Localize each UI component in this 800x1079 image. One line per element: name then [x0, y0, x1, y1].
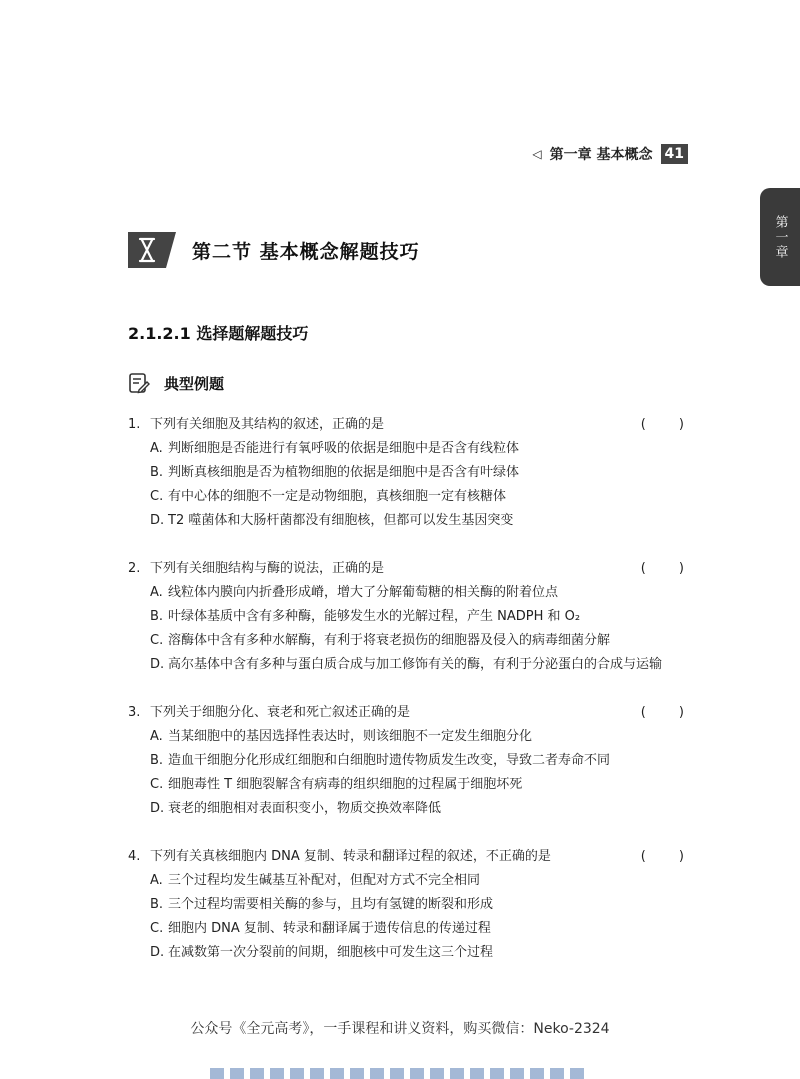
option-text: 溶酶体中含有多种水解酶，有利于将衰老损伤的细胞器及侵入的病毒细菌分解: [168, 633, 611, 648]
option-text: 判断真核细胞是否为植物细胞的依据是细胞中是否含有叶绿体: [168, 465, 520, 480]
option-b: [150, 896, 688, 914]
option-text: 有中心体的细胞不一定是动物细胞，真核细胞一定有核糖体: [168, 489, 507, 504]
option-text: 在减数第一次分裂前的间期，细胞核中可发生这三个过程: [168, 945, 494, 960]
edit-document-icon: [128, 372, 150, 394]
option-letter: C.: [150, 633, 164, 648]
question-3: [128, 704, 688, 818]
option-letter: C.: [150, 489, 164, 504]
question-number: 1.: [128, 417, 141, 432]
question-text: 下列有关细胞结构与酶的说法，正确的是: [150, 561, 385, 576]
question-text: 下列关于细胞分化、衰老和死亡叙述正确的是: [150, 705, 411, 720]
example-title: 典型例题: [164, 374, 225, 393]
option-text: 细胞毒性 T 细胞裂解含有病毒的组织细胞的过程属于细胞坏死: [168, 777, 523, 792]
question-text: 下列有关真核细胞内 DNA 复制、转录和翻译过程的叙述，不正确的是: [150, 849, 551, 864]
page-number: 41: [661, 144, 688, 164]
option-d: [150, 944, 688, 962]
option-text: 三个过程均需要相关酶的参与，且均有氢键的断裂和形成: [168, 897, 494, 912]
option-b: [150, 752, 688, 770]
question-stem: [128, 560, 688, 578]
option-letter: B.: [150, 897, 164, 912]
option-c: [150, 776, 688, 794]
option-a: [150, 728, 688, 746]
option-a: [150, 872, 688, 890]
option-text: 线粒体内膜向内折叠形成嵴，增大了分解葡萄糖的相关酶的附着位点: [168, 585, 559, 600]
option-letter: C.: [150, 777, 164, 792]
cropped-watermark-strip: [210, 1068, 590, 1079]
option-letter: B.: [150, 465, 164, 480]
answer-blank: ( ): [640, 705, 684, 720]
option-letter: D.: [150, 657, 165, 672]
hourglass-icon: [128, 232, 176, 268]
chapter-title: 第一章 基本概念: [549, 147, 653, 163]
option-a: [150, 440, 688, 458]
chapter-side-tab: [760, 188, 800, 286]
option-letter: D.: [150, 801, 165, 816]
option-d: [150, 800, 688, 818]
question-list: [128, 416, 688, 992]
section-title: 第二节 基本概念解题技巧: [192, 240, 420, 263]
option-letter: A.: [150, 585, 163, 600]
question-2: [128, 560, 688, 674]
triangle-left-icon: ◁: [532, 147, 542, 161]
question-stem: [128, 848, 688, 866]
footer-note: 公众号《全元高考》，一手课程和讲义资料，购买微信：Neko-2324: [190, 1021, 610, 1037]
option-text: 判断细胞是否能进行有氧呼吸的依据是细胞中是否含有线粒体: [168, 441, 520, 456]
option-text: 造血干细胞分化形成红细胞和白细胞时遗传物质发生改变，导致二者寿命不同: [168, 753, 611, 768]
question-number: 3.: [128, 705, 141, 720]
option-text: 叶绿体基质中含有多种酶，能够发生水的光解过程，产生 NADPH 和 O₂: [168, 609, 581, 624]
question-number: 2.: [128, 561, 141, 576]
answer-blank: ( ): [640, 417, 684, 432]
option-c: [150, 632, 688, 650]
subsection-title: 2.1.2.1 选择题解题技巧: [128, 324, 309, 343]
running-header: [532, 144, 688, 164]
option-text: 细胞内 DNA 复制、转录和翻译属于遗传信息的传递过程: [168, 921, 491, 936]
section-header: [128, 232, 420, 268]
option-b: [150, 608, 688, 626]
option-text: 三个过程均发生碱基互补配对，但配对方式不完全相同: [168, 873, 481, 888]
option-d: [150, 656, 688, 674]
option-a: [150, 584, 688, 602]
option-letter: A.: [150, 729, 163, 744]
option-letter: A.: [150, 441, 163, 456]
option-b: [150, 464, 688, 482]
option-text: 衰老的细胞相对表面积变小，物质交换效率降低: [168, 801, 442, 816]
question-4: [128, 848, 688, 962]
option-c: [150, 920, 688, 938]
question-text: 下列有关细胞及其结构的叙述，正确的是: [150, 417, 385, 432]
option-letter: A.: [150, 873, 163, 888]
answer-blank: ( ): [640, 849, 684, 864]
option-d: [150, 512, 688, 530]
option-letter: D.: [150, 945, 165, 960]
question-stem: [128, 704, 688, 722]
option-letter: D.: [150, 513, 165, 528]
question-1: [128, 416, 688, 530]
question-number: 4.: [128, 849, 141, 864]
option-text: T2 噬菌体和大肠杆菌都没有细胞核，但都可以发生基因突变: [168, 513, 514, 528]
option-letter: B.: [150, 753, 164, 768]
option-letter: B.: [150, 609, 164, 624]
example-header: [128, 372, 224, 394]
option-text: 高尔基体中含有多种与蛋白质合成与加工修饰有关的酶，有利于分泌蛋白的合成与运输: [168, 657, 663, 672]
option-letter: C.: [150, 921, 164, 936]
chapter-tab-label: 第一章: [772, 214, 788, 260]
question-stem: [128, 416, 688, 434]
answer-blank: ( ): [640, 561, 684, 576]
option-text: 当某细胞中的基因选择性表达时，则该细胞不一定发生细胞分化: [168, 729, 533, 744]
option-c: [150, 488, 688, 506]
